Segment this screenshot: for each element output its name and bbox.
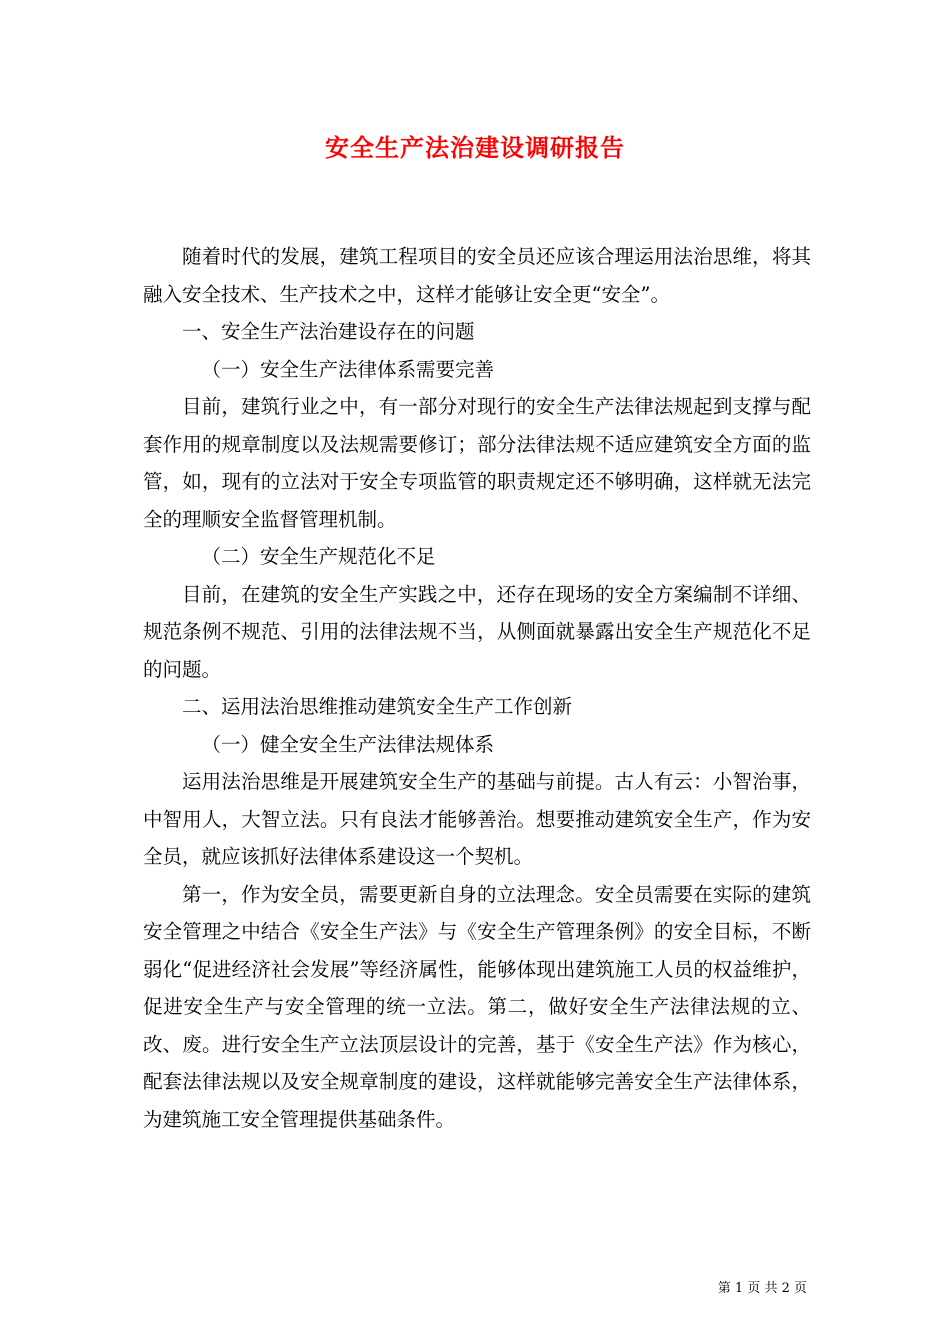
page-title: 安全生产法治建设调研报告 xyxy=(325,133,625,162)
intro-paragraph: 随着时代的发展，建筑工程项目的安全员还应该合理运用法治思维，将其融入安全技术、生产技术之中，这样才能够让安全更“安全”。 xyxy=(143,245,811,306)
subsection-heading-1-1: （一）安全生产法律体系需要完善 xyxy=(201,357,495,381)
body-paragraph: 目前，在建筑的安全生产实践之中，还存在现场的安全方案编制不详细、规范条例不规范、引用的法律法规不当，从侧面就暴露出安全生产规范化不足的问题。 xyxy=(143,582,811,681)
page-number-footer: 第 1 页 共 2 页 xyxy=(717,1281,807,1296)
body-paragraph: 运用法治思维是开展建筑安全生产的基础与前提。古人有云：小智治事，中智用人，大智立法。只有良法才能够善治。想要推动建筑安全生产，作为安全员，就应该抓好法律体系建设这一个契机。 xyxy=(143,770,811,868)
document-body xyxy=(143,238,811,1138)
section-heading-1: 一、安全生产法治建设存在的问题 xyxy=(182,320,475,343)
body-paragraph: 目前，建筑行业之中，有一部分对现行的安全生产法律法规起到支撑与配套作用的规章制度以及法规需要修订；部分法律法规不适应建筑安全方面的监管，如，现有的立法对于安全专项监管的职责规定还不够明确，这样就无法完全的理顺安全监督管理机制。 xyxy=(143,395,811,531)
subsection-heading-2-1: （一）健全安全生产法律法规体系 xyxy=(201,732,495,756)
body-paragraph: 第一，作为安全员，需要更新自身的立法理念。安全员需要在实际的建筑安全管理之中结合《安全生产法》与《安全生产管理条例》的安全目标，不断弱化“促进经济社会发展”等经济属性，能够体现出建筑施工人员的权益维护，促进安全生产与安全管理的统一立法。第二，做好安全生产法律法规的立、改、废。进行安全生产立法顶层设计的完善，基于《安全生产法》作为核心，配套法律法规以及安全规章制度的建设，这样就能够完善安全生产法律体系，为建筑施工安全管理提供基础条件。 xyxy=(143,882,811,1131)
subsection-heading-1-2: （二）安全生产规范化不足 xyxy=(201,545,436,568)
section-heading-2: 二、运用法治思维推动建筑安全生产工作创新 xyxy=(182,695,573,718)
